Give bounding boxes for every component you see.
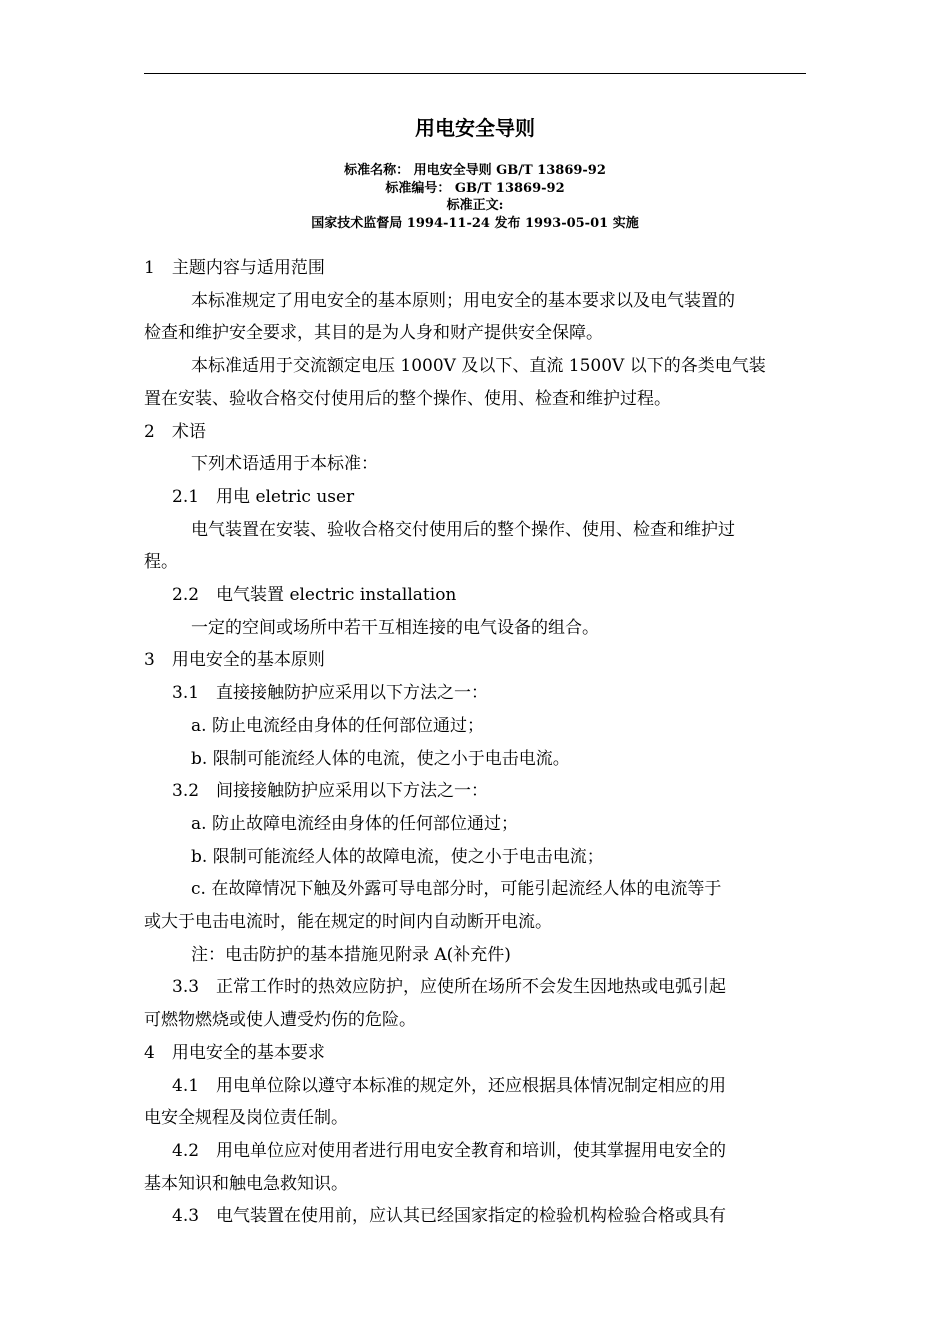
standard-issued: 国家技术监督局 1994-11-24 发布 1993-05-01 实施 xyxy=(311,215,639,231)
list-item: b. 限制可能流经人体的电流，使之小于电击电流。 xyxy=(191,748,570,769)
document-body xyxy=(144,252,806,1233)
list-item: b. 限制可能流经人体的故障电流，使之小于电击电流； xyxy=(191,846,604,867)
paragraph-line: 电气装置在安装、验收合格交付使用后的整个操作、使用、检查和维护过 xyxy=(191,519,735,540)
subsection-3-3: 3.3 正常工作时的热效应防护，应使所在场所不会发生因地热或电弧引起 xyxy=(172,977,727,998)
subsection-3-2: 3.2 间接接触防护应采用以下方法之一： xyxy=(172,781,489,802)
paragraph-line: 一定的空间或场所中若干互相连接的电气设备的组合。 xyxy=(191,617,599,638)
subsection-4-3: 4.3 电气装置在使用前，应认其已经国家指定的检验机构检验合格或具有 xyxy=(172,1206,727,1227)
section-heading-1: 1 主题内容与适用范围 xyxy=(144,258,325,278)
paragraph-line: 本标准规定了用电安全的基本原则；用电安全的基本要求以及电气装置的 xyxy=(191,290,735,311)
standard-name: 标准名称： 用电安全导则 GB/T 13869-92 xyxy=(344,163,606,178)
list-item: a. 防止电流经由身体的任何部位通过； xyxy=(191,715,484,736)
subsection-3-1: 3.1 直接接触防护应采用以下方法之一： xyxy=(172,683,489,704)
paragraph-line: 本标准适用于交流额定电压 1000V 及以下、直流 1500V 以下的各类电气装 xyxy=(191,356,766,377)
subsection-2-1: 2.1 用电 eletric user xyxy=(172,486,355,507)
section-heading-4: 4 用电安全的基本要求 xyxy=(144,1042,325,1063)
paragraph-line: 或大于电击电流时，能在规定的时间内自动断开电流。 xyxy=(144,912,552,933)
document-meta xyxy=(144,162,806,232)
list-item: c. 在故障情况下触及外露可导电部分时，可能引起流经人体的电流等于 xyxy=(191,879,722,900)
paragraph-line: 下列术语适用于本标准： xyxy=(191,454,378,475)
paragraph-line: 可燃物燃烧或使人遭受灼伤的危险。 xyxy=(144,1010,416,1031)
note: 注：电击防护的基本措施见附录 A(补充件) xyxy=(191,944,511,965)
document-title: 用电安全导则 xyxy=(415,116,535,140)
standard-body-label: 标准正文: xyxy=(446,198,504,213)
header-rule xyxy=(144,73,806,74)
paragraph-line: 检查和维护安全要求，其目的是为人身和财产提供安全保障。 xyxy=(144,323,603,344)
paragraph-line: 基本知识和触电急救知识。 xyxy=(144,1173,348,1194)
paragraph-line: 置在安装、验收合格交付使用后的整个操作、使用、检查和维护过程。 xyxy=(144,388,671,409)
subsection-4-1: 4.1 用电单位除以遵守本标准的规定外，还应根据具体情况制定相应的用 xyxy=(172,1075,727,1096)
paragraph-line: 电安全规程及岗位责任制。 xyxy=(144,1108,348,1129)
section-heading-3: 3 用电安全的基本原则 xyxy=(144,650,325,671)
standard-number: 标准编号： GB/T 13869-92 xyxy=(385,180,565,196)
list-item: a. 防止故障电流经由身体的任何部位通过； xyxy=(191,813,518,834)
paragraph-line: 程。 xyxy=(144,552,178,573)
section-heading-2: 2 术语 xyxy=(144,421,206,442)
subsection-4-2: 4.2 用电单位应对使用者进行用电安全教育和培训，使其掌握用电安全的 xyxy=(172,1140,727,1161)
subsection-2-2: 2.2 电气装置 electric installation xyxy=(172,585,457,606)
